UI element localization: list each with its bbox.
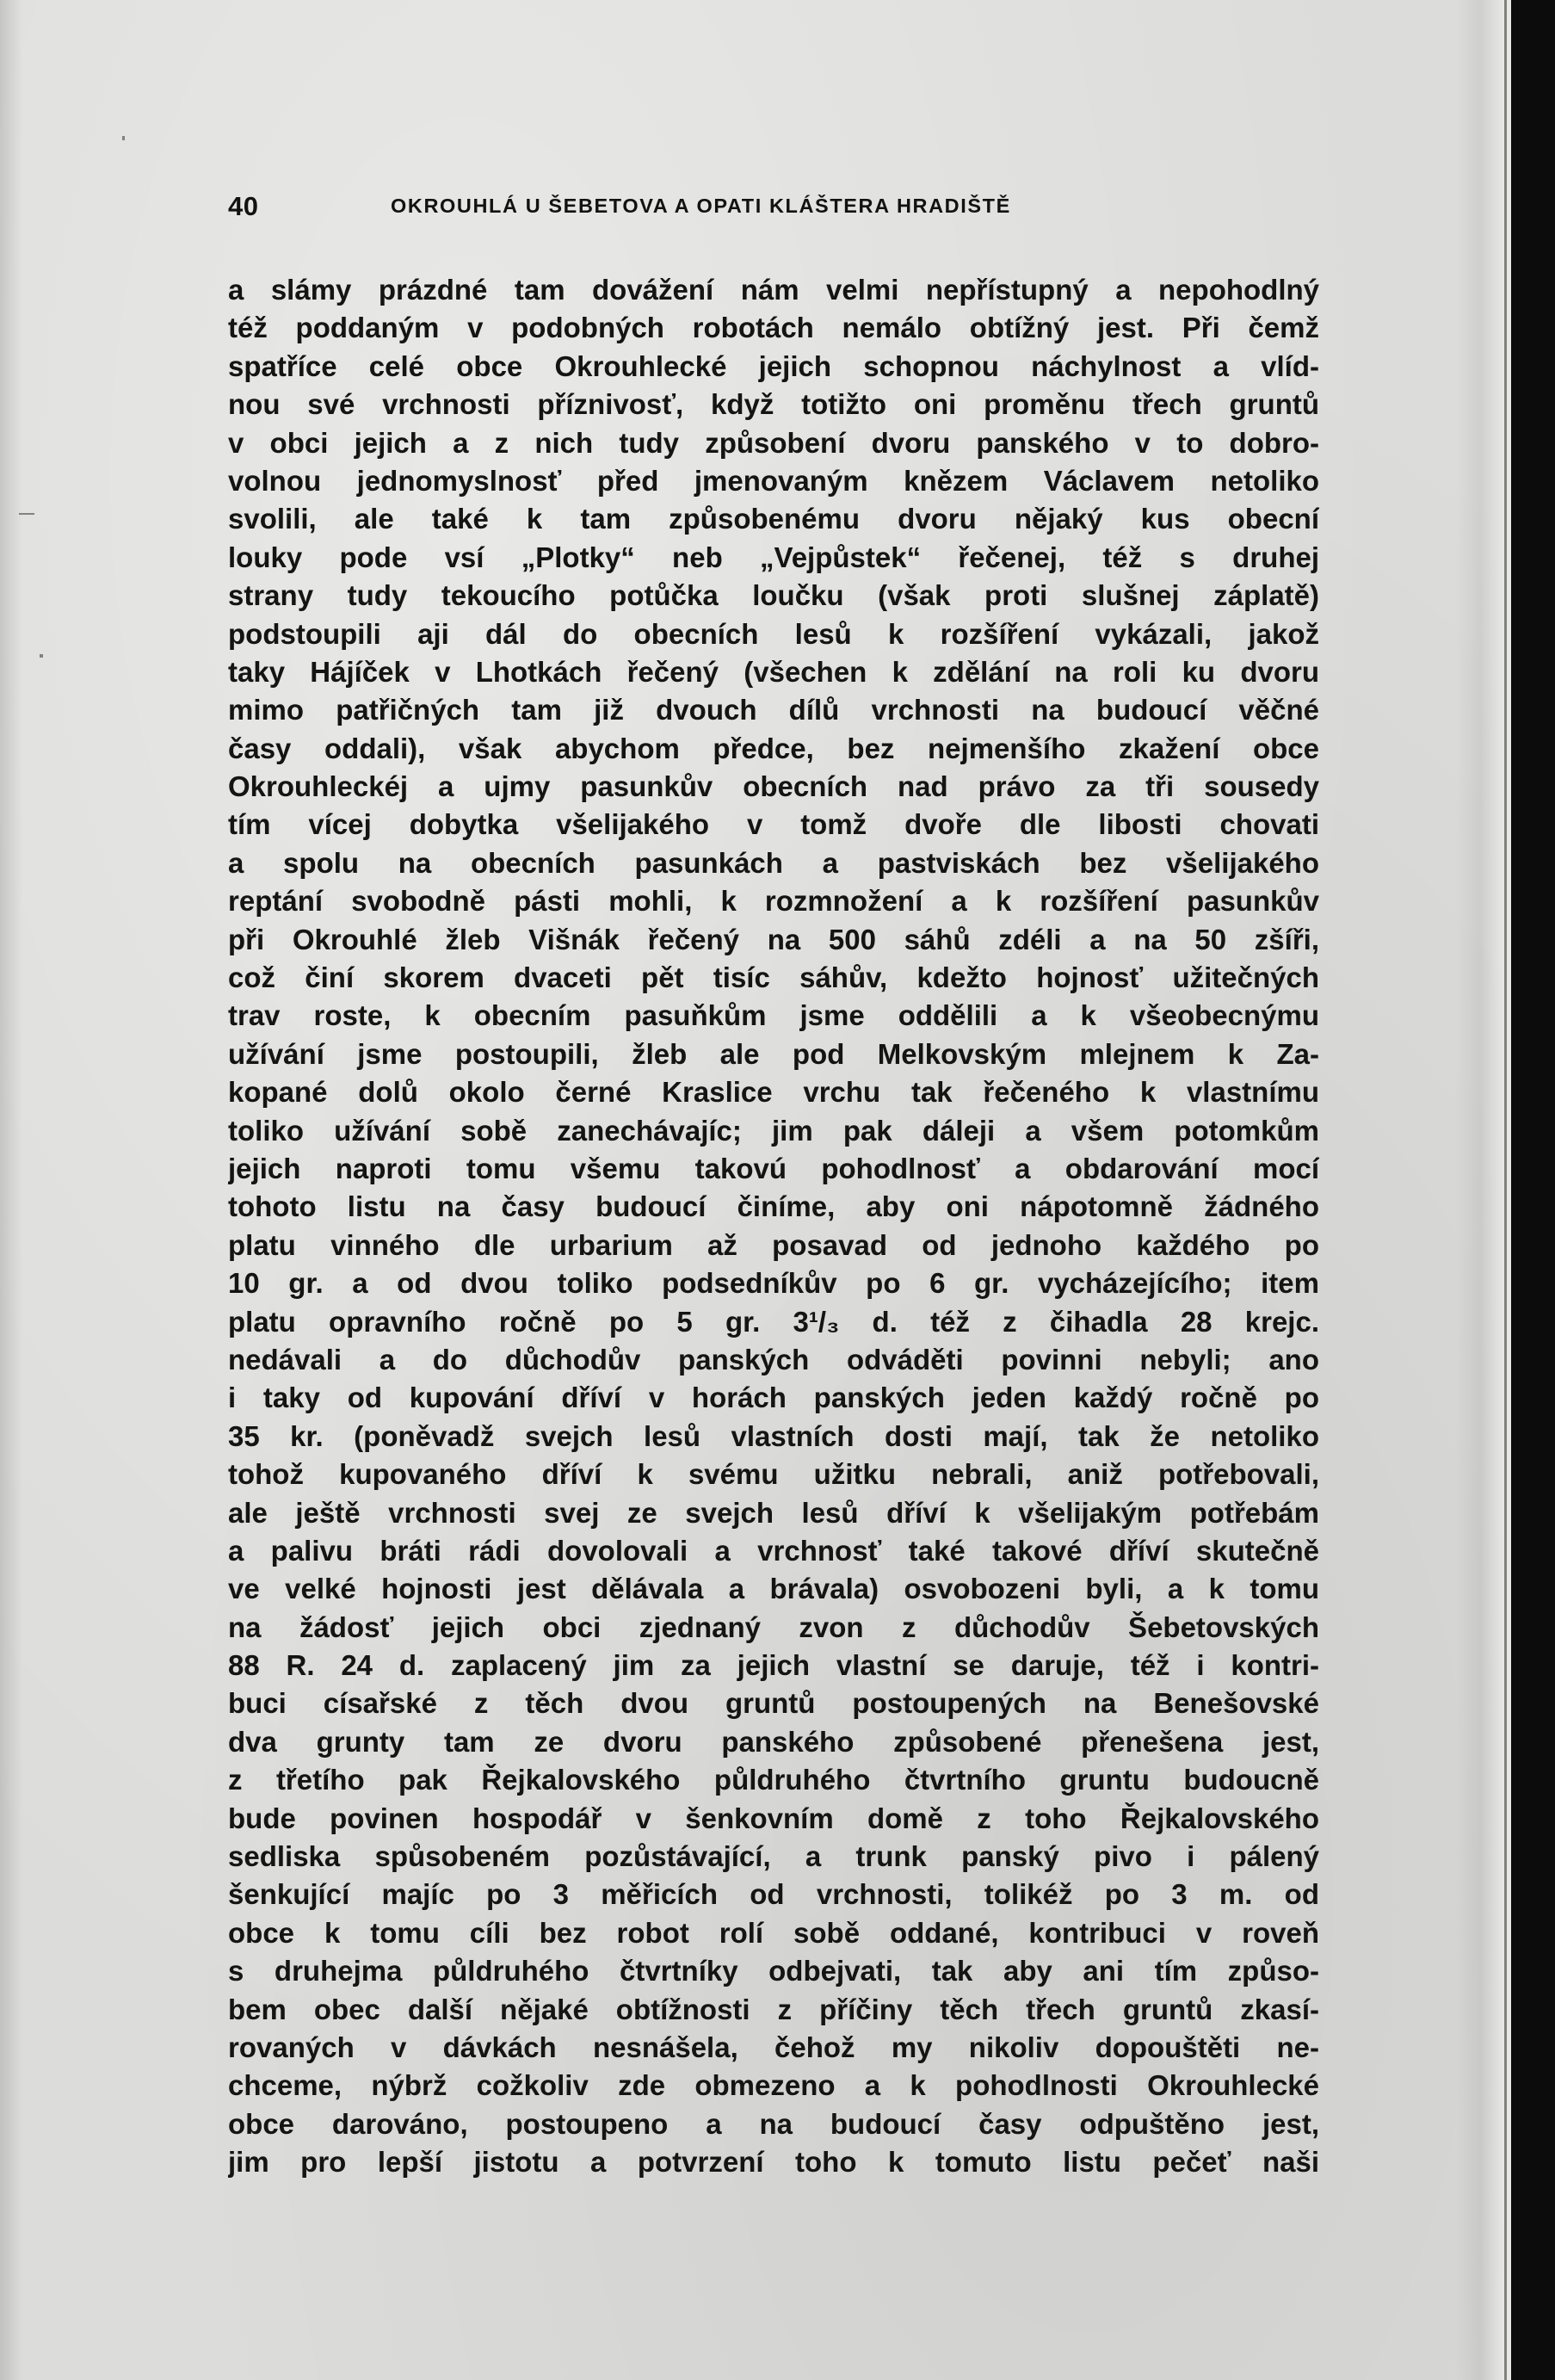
text-line: šenkující majíc po 3 měřicích od vrchnosti, tolikéž po 3 m. od — [228, 1878, 1319, 1911]
text-line: při Okrouhlé žleb Višnák řečený na 500 sáhů zdéli a na 50 zšíři, — [228, 923, 1319, 955]
text-line: strany tudy tekoucího potůčka loučku (však proti slušnej záplatě) — [228, 579, 1319, 612]
text-line: 88 R. 24 d. zaplacený jim za jejich vlastní se daruje, též i kontri- — [228, 1649, 1319, 1682]
text-line: jejich naproti tomu všemu takovú pohodlnosť a obdarování mocí — [228, 1152, 1319, 1184]
text-line: nedávali a do důchodův panských odváděti povinni nebyli; ano — [228, 1343, 1319, 1375]
text-line: taky Hájíček v Lhotkách řečený (všechen k zdělání na roli ku dvoru — [228, 655, 1319, 688]
text-line: ale ještě vrchnosti svej ze svejch lesů dříví k všelijakým potřebám — [228, 1496, 1319, 1529]
text-line: obce darováno, postoupeno a na budoucí časy odpuštěno jest, — [228, 2107, 1319, 2140]
text-line: jim pro lepší jistotu a potvrzení toho k tomuto listu pečeť naši — [228, 2146, 1319, 2179]
margin-dot-mark — [122, 136, 125, 140]
text-line: louky pode vsí „Plotky“ neb „Vejpůstek“ řečenej, též s druhej — [228, 541, 1319, 573]
margin-dot-mark — [40, 654, 43, 658]
text-line: což činí skorem dvaceti pět tisíc sáhův, kdežto hojnosť užitečných — [228, 961, 1319, 994]
text-line: volnou jednomyslnosť před jmenovaným knězem Václavem netoliko — [228, 464, 1319, 497]
text-line: s druhejma půldruhého čtvrtníky odbejvati, tak aby ani tím způso- — [228, 1955, 1319, 1987]
scan-black-border — [1511, 0, 1555, 2380]
text-line: mimo patřičných tam již dvouch dílů vrchnosti na budoucí věčné — [228, 694, 1319, 726]
running-title: OKROUHLÁ U ŠEBETOVA A OPATI KLÁŠTERA HRADIŠTĚ — [391, 195, 1011, 217]
text-line: nou své vrchnosti příznivosť, když totižto oni proměnu třech gruntů — [228, 388, 1319, 421]
text-line: užívání jsme postoupili, žleb ale pod Melkovským mlejnem k Za- — [228, 1037, 1319, 1070]
text-line: toliko užívání sobě zanechávajíc; jim pak dáleji a všem potomkům — [228, 1114, 1319, 1147]
body-text — [228, 271, 1319, 2182]
text-line: chceme, nýbrž cožkoliv zde obmezeno a k pohodlnosti Okrouhlecké — [228, 2069, 1319, 2102]
text-line: a slámy prázdné tam dovážení nám velmi nepřístupný a nepohodlný — [228, 274, 1319, 306]
text-line: též poddaným v podobných robotách nemálo obtížný jest. Při čemž — [228, 312, 1319, 344]
page-header — [228, 191, 1338, 234]
text-line: v obci jejich a z nich tudy způsobení dvoru panského v to dobro- — [228, 426, 1319, 459]
text-line: rovaných v dávkách nesnášela, čehož my nikoliv dopouštěti ne- — [228, 2031, 1319, 2063]
text-line: spatříce celé obce Okrouhlecké jejich schopnou náchylnost a vlíd- — [228, 349, 1319, 382]
margin-tick-mark — [19, 513, 34, 515]
text-line: obce k tomu cíli bez robot rolí sobě oddané, kontribuci v roveň — [228, 1916, 1319, 1949]
text-line: bem obec další nějaké obtížnosti z příčiny těch třech gruntů zkasí- — [228, 1993, 1319, 2025]
text-line: svolili, ale také k tam způsobenému dvoru nějaký kus obecní — [228, 503, 1319, 535]
text-line: a spolu na obecních pasunkách a pastviskách bez všelijakého — [228, 846, 1319, 879]
scan-edge-line — [1504, 0, 1507, 2380]
text-line: 10 gr. a od dvou toliko podsedníkův po 6 gr. vycházejícího; item — [228, 1267, 1319, 1300]
text-line: ve velké hojnosti jest dělávala a brávala) osvobozeni byli, a k tomu — [228, 1573, 1319, 1605]
text-line: dva grunty tam ze dvoru panského způsobené přenešena jest, — [228, 1725, 1319, 1758]
text-line: tohoto listu na časy budoucí činíme, aby oni nápotomně žádného — [228, 1190, 1319, 1223]
text-line: i taky od kupování dříví v horách panských jeden každý ročně po — [228, 1382, 1319, 1414]
text-line: podstoupili aji dál do obecních lesů k rozšíření vykázali, jakož — [228, 617, 1319, 650]
text-line: tím vícej dobytka všelijakého v tomž dvoře dle libosti chovati — [228, 808, 1319, 841]
page-left-shadow — [0, 0, 22, 2380]
text-line: z třetího pak Řejkalovského půldruhého čtvrtního gruntu budoucně — [228, 1764, 1319, 1796]
text-line: platu opravního ročně po 5 gr. 3¹/₃ d. též z čihadla 28 krejc. — [228, 1305, 1319, 1338]
text-line: časy oddali), však abychom předce, bez nejmenšího zkažení obce — [228, 732, 1319, 764]
text-line: kopané dolů okolo černé Kraslice vrchu tak řečeného k vlastnímu — [228, 1076, 1319, 1109]
text-line: buci císařské z těch dvou gruntů postoupených na Benešovské — [228, 1687, 1319, 1720]
text-line: trav roste, k obecním pasuňkům jsme oddělili a k všeobecnýmu — [228, 999, 1319, 1032]
text-line: na žádosť jejich obci zjednaný zvon z důchodův Šebetovských — [228, 1610, 1319, 1643]
text-line: sedliska spůsobeném pozůstávající, a trunk panský pivo i pálený — [228, 1840, 1319, 1873]
page-right-edge — [1456, 0, 1516, 2380]
text-line: platu vinného dle urbarium až posavad od jednoho každého po — [228, 1228, 1319, 1261]
text-line: reptání svobodně pásti mohli, k rozmnožení a k rozšíření pasunkův — [228, 885, 1319, 918]
page-number: 40 — [228, 191, 259, 221]
text-line: tohož kupovaného dříví k svému užitku nebrali, aniž potřebovali, — [228, 1458, 1319, 1491]
text-line: bude povinen hospodář v šenkovním domě z toho Řejkalovského — [228, 1802, 1319, 1834]
text-line: Okrouhleckéj a ujmy pasunkův obecních nad právo za tři sousedy — [228, 770, 1319, 803]
text-line: a palivu bráti rádi dovolovali a vrchnosť také takové dříví skutečně — [228, 1534, 1319, 1567]
text-line: 35 kr. (poněvadž svejch lesů vlastních dosti mají, tak že netoliko — [228, 1419, 1319, 1452]
